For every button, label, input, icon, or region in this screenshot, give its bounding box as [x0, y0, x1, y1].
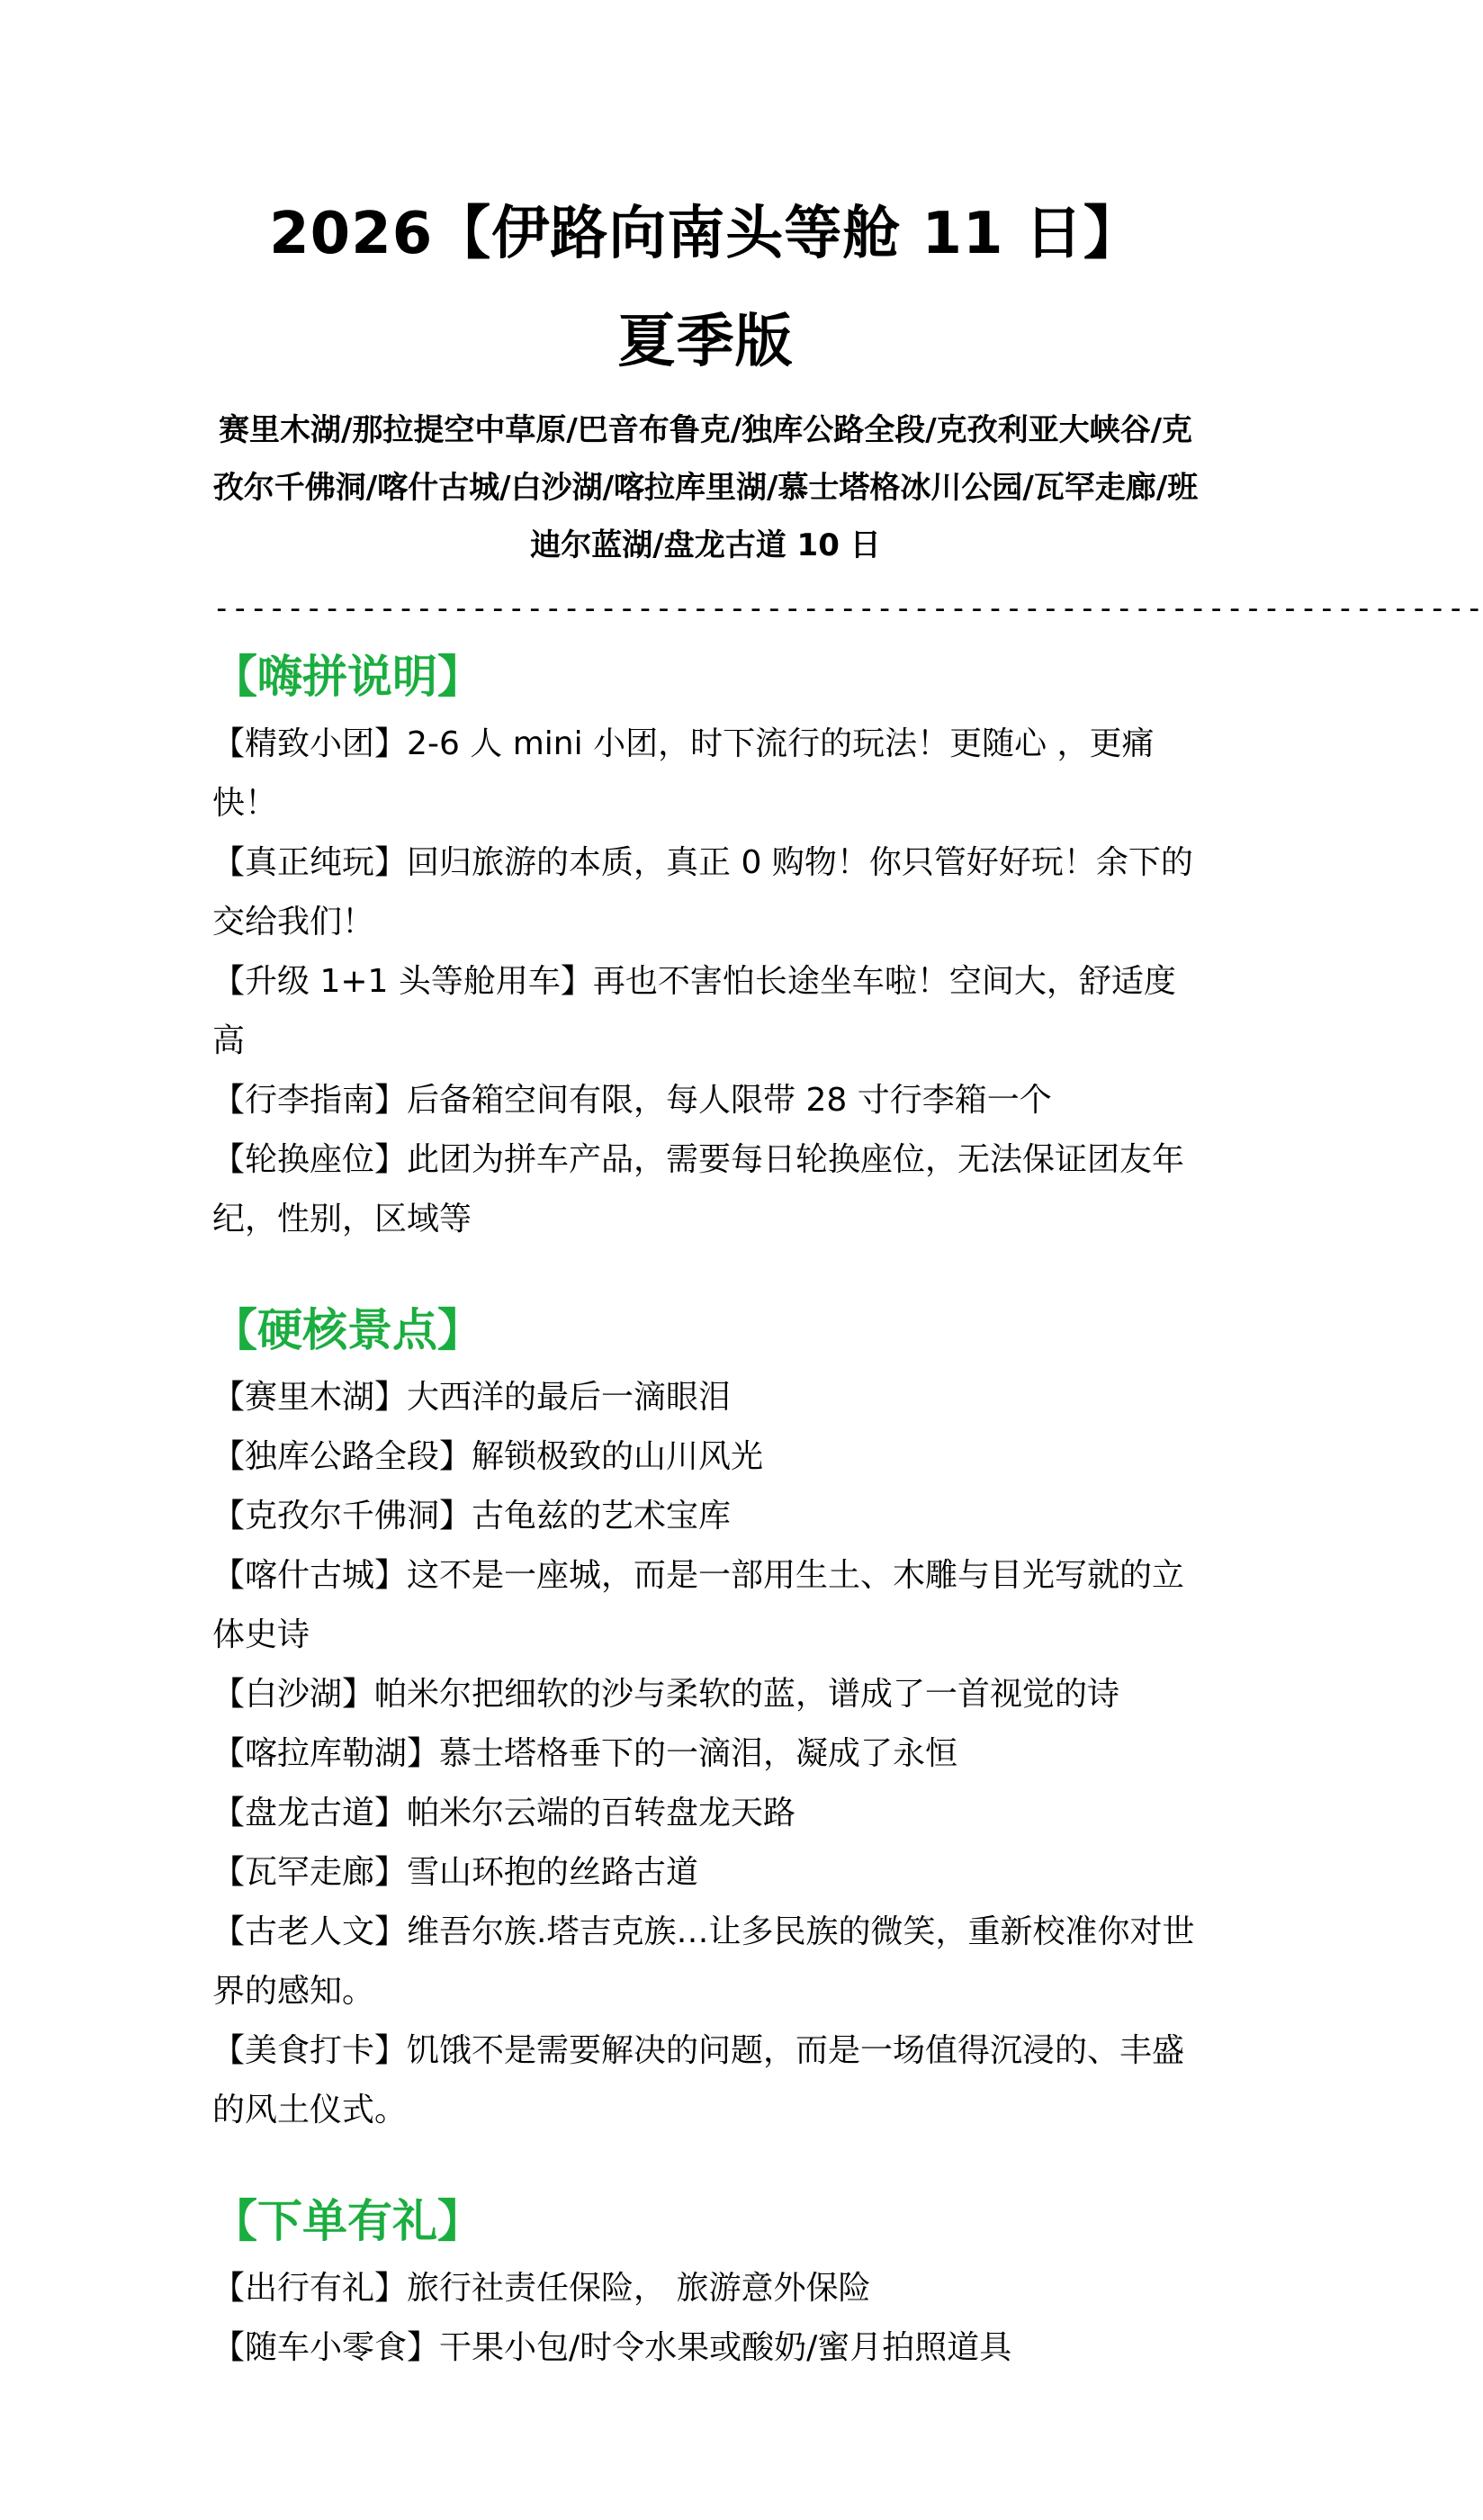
section — [212, 2183, 1199, 2378]
item-text: 古龟兹的艺术宝库 — [472, 1498, 732, 1534]
title-line-1: 2026【伊路向南头等舱 11 日】 — [269, 201, 1142, 267]
section-title: 【硬核景点】 — [212, 1304, 482, 1356]
item-tag: 【 真正纯玩 】 — [212, 844, 407, 881]
item-tag: 【 轮换座位 】 — [212, 1141, 407, 1178]
item-text: 后备箱空间有限，每人限带 28 寸行李箱一个 — [407, 1082, 1052, 1119]
item-tag: 【 精致小团 】 — [212, 725, 407, 762]
item-text: 帕米尔云端的百转盘龙天路 — [407, 1795, 796, 1832]
list-item — [212, 1546, 1199, 1665]
list-item — [212, 1071, 1199, 1130]
item-tag: 【 独库公路全段 】 — [212, 1438, 472, 1475]
item-tag: 【 出行有礼 】 — [212, 2270, 407, 2307]
list-item — [212, 1784, 1199, 1843]
item-text: 解锁极致的山川风光 — [472, 1438, 764, 1475]
item-tag: 【 古老人文 】 — [212, 1913, 407, 1950]
item-tag: 【 喀什古城 】 — [212, 1557, 407, 1594]
section — [212, 1292, 1199, 2140]
item-text: 帕米尔把细软的沙与柔软的蓝，谱成了一首视觉的诗 — [374, 1676, 1120, 1713]
section-title: 【嗨拼说明】 — [212, 651, 482, 703]
item-text: 这不是一座城，而是一部用生土、木雕与目光写就的立体史诗 — [212, 1557, 1185, 1653]
item-tag: 【 白沙湖 】 — [212, 1676, 374, 1713]
section — [212, 639, 1199, 1249]
item-text: 再也不害怕长途坐车啦！空间大，舒适度高 — [212, 963, 1176, 1059]
list-item — [212, 715, 1199, 833]
item-tag: 【 行李指南 】 — [212, 1082, 407, 1119]
sections-container — [212, 639, 1199, 2378]
list-item — [212, 1427, 1199, 1487]
item-text: 大西洋的最后一滴眼泪 — [407, 1379, 732, 1416]
item-tag: 【 美食打卡 】 — [212, 2032, 407, 2069]
item-text: 回归旅游的本质，真正 0 购物！你只管好好玩！余下的交给我们！ — [212, 844, 1193, 940]
item-tag: 【 瓦罕走廊 】 — [212, 1854, 407, 1891]
list-item — [212, 1903, 1199, 2021]
list-item — [212, 1487, 1199, 1546]
list-item — [212, 833, 1199, 952]
dashed-divider: --------------------------------------------------------------------- — [212, 590, 1483, 626]
item-text: 2-6 人 mini 小团，时下流行的玩法！更随心 ，更痛快！ — [212, 725, 1155, 822]
item-tag: 【 克孜尔千佛洞 】 — [212, 1498, 472, 1534]
item-text: 维吾尔族.塔吉克族…让多民族的微笑，重新校准你对世界的感知。 — [212, 1913, 1195, 2010]
item-text: 雪山环抱的丝路古道 — [407, 1854, 699, 1891]
route-subtitle: 赛里木湖/那拉提空中草原/巴音布鲁克/独库公路全段/克孜利亚大峡谷/克孜尔千佛洞/喀什古城/白沙湖/喀拉库里湖/慕士塔格冰川公园/瓦罕走廊/班迪尔蓝湖/盘龙古道 10 日 — [212, 412, 1199, 563]
item-text: 慕士塔格垂下的一滴泪，凝成了永恒 — [439, 1735, 958, 1772]
item-tag: 【 赛里木湖 】 — [212, 1379, 407, 1416]
list-item — [212, 1843, 1199, 1903]
list-item — [212, 2318, 1199, 2378]
list-item — [212, 2021, 1199, 2140]
list-item — [212, 952, 1199, 1071]
list-item — [212, 1724, 1199, 1784]
item-tag: 【 盘龙古道 】 — [212, 1795, 407, 1832]
item-text: 饥饿不是需要解决的问题，而是一场值得沉浸的、丰盛的风土仪式。 — [212, 2032, 1185, 2128]
item-text: 干果小包/时令水果或酸奶/蜜月拍照道具 — [439, 2329, 1012, 2366]
item-text: 旅行社责任保险， 旅游意外保险 — [407, 2270, 871, 2307]
list-item — [212, 1665, 1199, 1724]
item-text: 此团为拼车产品，需要每日轮换座位，无法保证团友年纪，性别，区域等 — [212, 1141, 1185, 1238]
list-item — [212, 1130, 1199, 1249]
item-tag: 【 喀拉库勒湖 】 — [212, 1735, 439, 1772]
list-item — [212, 1368, 1199, 1427]
list-item — [212, 2259, 1199, 2318]
document-page — [212, 180, 1483, 2378]
item-tag: 【 随车小零食 】 — [212, 2329, 439, 2366]
item-tag: 【 升级 1+1 头等舱用车 】 — [212, 963, 593, 1000]
title-line-2: 夏季版 — [617, 309, 794, 375]
section-title: 【下单有礼】 — [212, 2195, 482, 2247]
document-title — [212, 180, 1199, 396]
